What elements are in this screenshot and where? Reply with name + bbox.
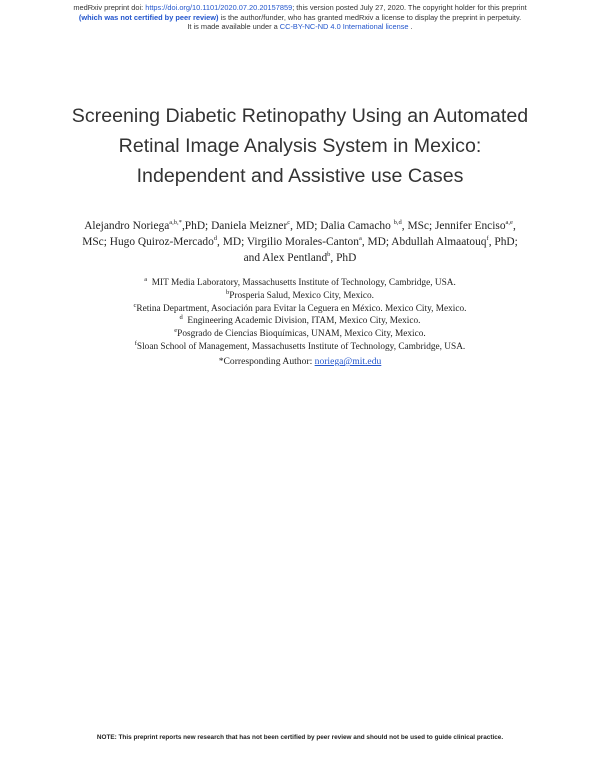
- author-name: and Alex Pentland: [243, 252, 328, 264]
- affiliation-item: $^d$ Engineering Academic Division, ITAM, Mexico City, Mexico.: [179, 314, 421, 327]
- affiliation-item: $^f$Sloan School of Management, Massachusetts Institute of Technology, Cambridge, USA.: [134, 339, 466, 352]
- author-name: Jennifer Enciso: [434, 220, 506, 232]
- author-sup: a,e: [505, 219, 513, 227]
- author-line-2: MSc; Hugo Quiroz-Mercado$^d$, MD; Virgilio Morales-Canton$^a$, MD; Abdullah Almaatouq$^f$, PhD;: [82, 235, 518, 248]
- title-line-3: Independent and Assistive use Cases: [136, 165, 464, 187]
- affiliation-item: $^c$Retina Department, Asociación para Evitar la Ceguera en México. Mexico City, Mexico.: [133, 301, 467, 314]
- affiliation-item: $^a$ MIT Media Laboratory, Massachusetts Institute of Technology, Cambridge, USA.: [144, 275, 456, 288]
- author-list: [0, 218, 600, 266]
- affiliation-item: $^e$Posgrado de Ciencias Bioquímicas, UNAM, Mexico City, Mexico.: [174, 327, 426, 340]
- author-line-1: Alejandro Noriega$^{a,b,*}$,PhD; Daniela Meizner$^c$, MD; Dalia Camacho $^{b,d}$, MSc; Jennifer Enciso$^{a,e}$,: [84, 219, 516, 232]
- author-name: MSc; Hugo Quiroz-Mercado: [82, 236, 214, 248]
- author-sup: a: [358, 235, 362, 243]
- author-name: Dalia Camacho: [320, 220, 394, 232]
- title-line-1: Screening Diabetic Retinopathy Using an Automated: [71, 105, 529, 127]
- author-sup: c: [287, 219, 291, 227]
- affiliation-item: $^b$Prosperia Salud, Mexico City, Mexico.: [225, 288, 375, 301]
- paper-title: [0, 101, 600, 191]
- header-line-1: medRxiv preprint doi: https://doi.org/10.1101/2020.07.20.20157859; this version posted July 27, 2020. The copyright holder for this preprint: [73, 3, 527, 12]
- license-link[interactable]: CC-BY-NC-ND 4.0 International license: [279, 22, 409, 32]
- peer-review-notice: (which was not certified by peer review): [78, 12, 219, 22]
- doi-link[interactable]: https://doi.org/10.1101/2020.07.20.20157859: [145, 3, 293, 12]
- affiliation-list: [0, 277, 600, 354]
- author-name: Abdullah Almaatouq: [391, 236, 487, 248]
- author-line-3: and Alex Pentland$^b$, PhD: [243, 251, 357, 264]
- corresponding-author: *Corresponding Author: noriega@mit.edu: [218, 356, 382, 367]
- author-sup: b: [327, 251, 331, 259]
- author-name: Daniela Meizner: [211, 220, 288, 232]
- preprint-header: [0, 3, 600, 32]
- author-sup: a,b,*: [169, 219, 182, 227]
- title-line-2: Retinal Image Analysis System in Mexico:: [118, 135, 482, 157]
- author-sup: b,d: [393, 219, 402, 227]
- author-sup: f: [486, 235, 489, 243]
- email-link[interactable]: noriega@mit.edu: [314, 356, 382, 367]
- author-name: Virgilio Morales-Canton: [246, 236, 359, 248]
- header-line-3: It is made available under a CC-BY-NC-ND 4.0 International license .: [187, 22, 413, 32]
- header-line-2: (which was not certified by peer review) is the author/funder, who has granted medRxiv a license to display the preprint in perpetuity.: [78, 12, 522, 22]
- author-name: Alejandro Noriega: [84, 220, 170, 232]
- footer-note: NOTE: This preprint reports new research that has not been certified by peer review and should not be used to guide clinical practice.: [96, 734, 504, 741]
- author-sup: d: [213, 235, 218, 243]
